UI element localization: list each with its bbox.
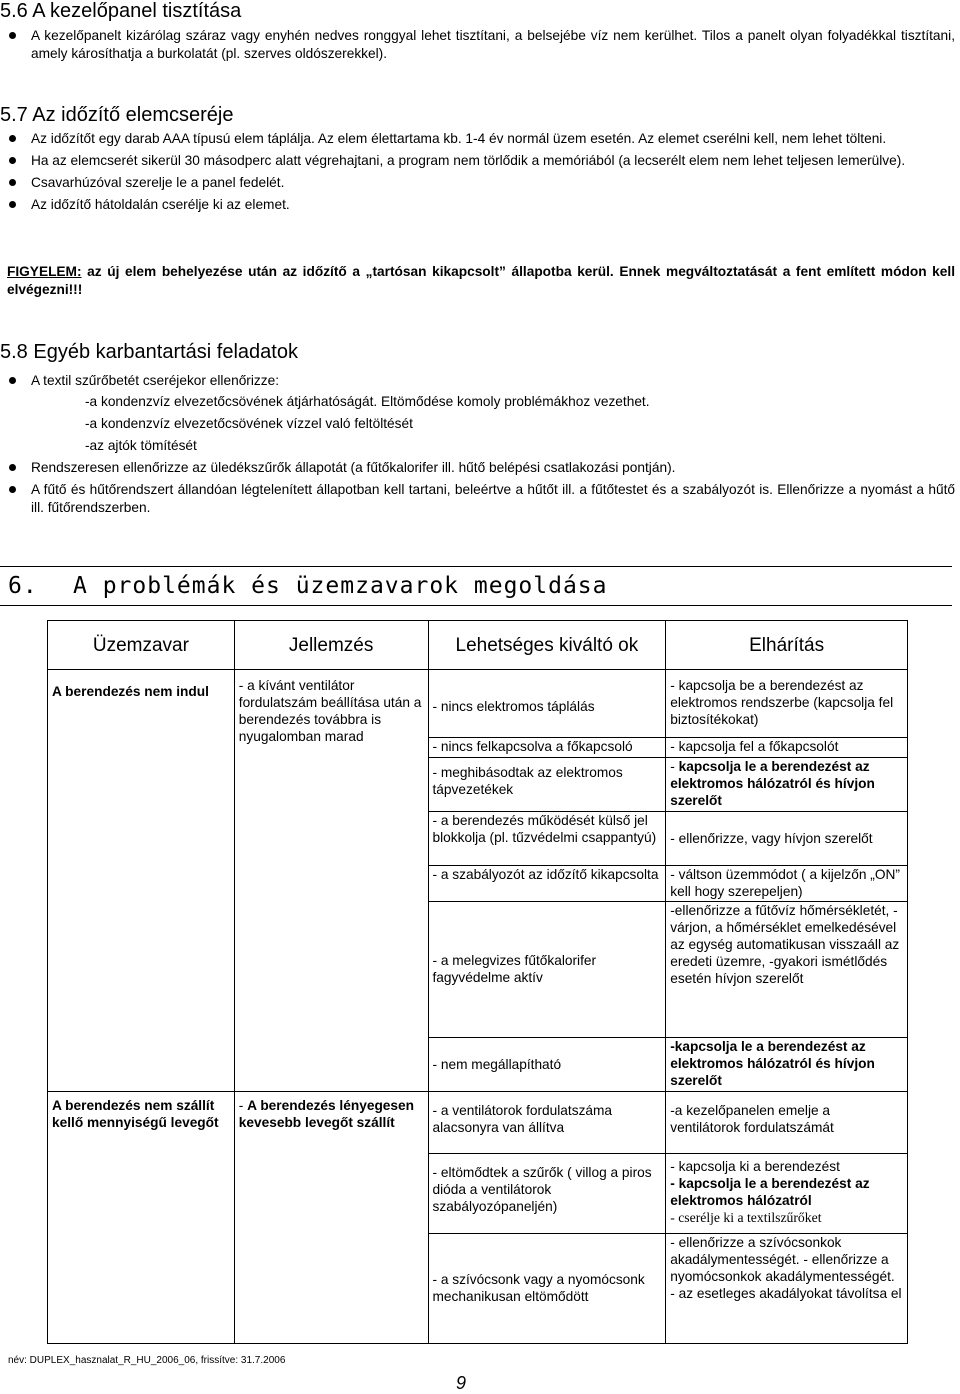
fault-cell: A berendezés nem indul bbox=[48, 677, 235, 1091]
page-number: 9 bbox=[456, 1373, 467, 1393]
chapter-title: A problémák és üzemzavarok megoldása bbox=[73, 573, 608, 599]
bullet-icon bbox=[9, 201, 16, 208]
bullet-icon bbox=[9, 179, 16, 186]
document-footer: név: DUPLEX_hasznalat_R_HU_2006_06, frissítve: 31.7.2006 bbox=[8, 1355, 286, 1366]
header-fault: Üzemzavar bbox=[48, 621, 235, 670]
list-item: A fűtő és hűtőrendszert állandóan légtelenített állapotban kell tartani, beleértve a hűtőt ill. a fűtőtestet és a szabályozót is. Ellenőrizze a nyomást a hűtő ill. fűtőrendszerben. bbox=[7, 481, 955, 517]
chapter-number: 6. bbox=[8, 573, 38, 599]
remedy-cell: - váltson üzemmódot ( a kijelzőn „ON” kell hogy szerepeljen) bbox=[666, 865, 908, 901]
warning-text: az új elem behelyezése után az időzítő a „tartósan kikapcsolt” állapotba kerül. Ennek megváltoztatását a fent említett módon kell elvégezni!!! bbox=[7, 264, 955, 297]
table-row bbox=[48, 677, 908, 737]
table-header-row bbox=[48, 621, 908, 670]
cause-cell: - a szabályozót az időzítő kikapcsolta bbox=[428, 865, 666, 901]
troubleshooting-table bbox=[47, 620, 908, 1344]
remedy-cell: - ellenőrizze, vagy hívjon szerelőt bbox=[666, 811, 908, 865]
cause-cell: - a ventilátorok fordulatszáma alacsonyra van állítva bbox=[428, 1091, 666, 1153]
section-5-6-heading: 5.6 A kezelőpanel tisztítása bbox=[0, 0, 242, 22]
remedy-cell: - ellenőrizze a szívócsonkok akadálymentességét. - ellenőrizze a nyomócsonkok akadálymentességét. - az esetleges akadályokat távolítsa el bbox=[666, 1233, 908, 1343]
header-remedy: Elhárítás bbox=[666, 621, 908, 670]
bullet-icon bbox=[9, 32, 16, 39]
list-item: Rendszeresen ellenőrizze az üledékszűrők állapotát (a fűtőkalorifer ill. hűtő belépési csatlakozási pontján). bbox=[7, 459, 955, 477]
list-item: Csavarhúzóval szerelje le a panel fedelét. bbox=[7, 174, 955, 192]
cause-cell: - nem megállapítható bbox=[428, 1037, 666, 1091]
list-item: A kezelőpanelt kizárólag száraz vagy enyhén nedves ronggyal lehet tisztítani, a belsejébe víz nem kerülhet. Tilos a panelt olyan folyadékkal tisztítani, amely károsíthatja a burkolatát (pl. szerves oldószerekkel). bbox=[7, 27, 955, 63]
sub-item: -az ajtók tömítését bbox=[85, 438, 197, 453]
cause-cell: - a szívócsonk vagy a nyomócsonk mechanikusan eltömődött bbox=[428, 1233, 666, 1343]
list-item: Az időzítő hátoldalán cserélje ki az elemet. bbox=[7, 196, 955, 214]
cause-cell: - a melegvizes fűtőkalorifer fagyvédelme aktív bbox=[428, 901, 666, 1037]
bullet-icon bbox=[9, 157, 16, 164]
bullet-icon bbox=[9, 486, 16, 493]
list-item: A textil szűrőbetét cseréjekor ellenőrizze: -a kondenzvíz elvezetőcsövének átjárhatóságát. Eltömődése komoly problémákhoz vezethet. -a kondenzvíz elvezetőcsövének vízzel való feltöltését -az ajtók tömítését bbox=[7, 372, 955, 455]
description-cell: - a kívánt ventilátor fordulatszám beállítása után a berendezés továbbra is nyugalomban marad bbox=[234, 677, 428, 1091]
bullet-icon bbox=[9, 135, 16, 142]
cause-cell: - eltömődtek a szűrők ( villog a piros dióda a ventilátorok szabályozópaneljén) bbox=[428, 1153, 666, 1233]
section-5-7-heading: 5.7 Az időzítő elemcseréje bbox=[0, 104, 234, 126]
cause-cell: - a berendezés működését külső jel blokkolja (pl. tűzvédelmi csappantyú) bbox=[428, 811, 666, 865]
warning-label: FIGYELEM: bbox=[7, 264, 82, 279]
remedy-cell: - kapcsolja ki a berendezést - kapcsolja le a berendezést az elektromos hálózatról - cserélje ki a textilszűrőket bbox=[666, 1153, 908, 1233]
section-5-8-list bbox=[7, 372, 955, 521]
remedy-cell: - kapcsolja le a berendezést az elektromos hálózatról és hívjon szerelőt bbox=[666, 757, 908, 811]
cause-cell: - nincs elektromos táplálás bbox=[428, 677, 666, 737]
remedy-cell: -ellenőrizze a fűtővíz hőmérsékletét, -várjon, a hőmérséklet emelkedésével az egység automatikusan visszaáll az eredeti üzemre, -gyakori ismétlődés esetén hívjon szerelőt bbox=[666, 901, 908, 1037]
header-description: Jellemzés bbox=[234, 621, 428, 670]
cause-cell: - nincs felkapcsolva a főkapcsoló bbox=[428, 737, 666, 757]
sub-list bbox=[31, 393, 955, 455]
table-row bbox=[48, 1091, 908, 1153]
section-5-6-list bbox=[7, 27, 955, 67]
fault-cell: A berendezés nem szállít kellő mennyiségű levegőt bbox=[48, 1091, 235, 1343]
chapter-6-heading bbox=[0, 566, 952, 606]
remedy-cell: - kapcsolja be a berendezést az elektromos rendszerbe (kapcsolja fel biztosítékokat) bbox=[666, 677, 908, 737]
section-5-7-list bbox=[7, 130, 955, 218]
remedy-cell: - kapcsolja fel a főkapcsolót bbox=[666, 737, 908, 757]
section-5-8-heading: 5.8 Egyéb karbantartási feladatok bbox=[0, 341, 298, 363]
list-item: Az időzítőt egy darab AAA típusú elem táplálja. Az elem élettartama kb. 1-4 év normál üzem esetén. Az elemet cserélni kell, nem lehet tölteni. bbox=[7, 130, 955, 148]
list-item: Ha az elemcserét sikerül 30 másodperc alatt végrehajtani, a program nem törlődik a memóriából (a lecserélt elem nem lehet teljesen lemerülve). bbox=[7, 152, 955, 170]
battery-warning bbox=[7, 263, 955, 299]
header-cause: Lehetséges kiváltó ok bbox=[428, 621, 666, 670]
remedy-cell: -a kezelőpanelen emelje a ventilátorok fordulatszámát bbox=[666, 1091, 908, 1153]
bullet-icon bbox=[9, 464, 16, 471]
description-cell: - A berendezés lényegesen kevesebb levegőt szállít bbox=[234, 1091, 428, 1343]
bullet-icon bbox=[9, 377, 16, 384]
sub-item: -a kondenzvíz elvezetőcsövének vízzel való feltöltését bbox=[85, 416, 413, 431]
sub-item: -a kondenzvíz elvezetőcsövének átjárhatóságát. Eltömődése komoly problémákhoz vezethet. bbox=[85, 394, 650, 409]
remedy-cell: -kapcsolja le a berendezést az elektromos hálózatról és hívjon szerelőt bbox=[666, 1037, 908, 1091]
cause-cell: - meghibásodtak az elektromos tápvezetékek bbox=[428, 757, 666, 811]
